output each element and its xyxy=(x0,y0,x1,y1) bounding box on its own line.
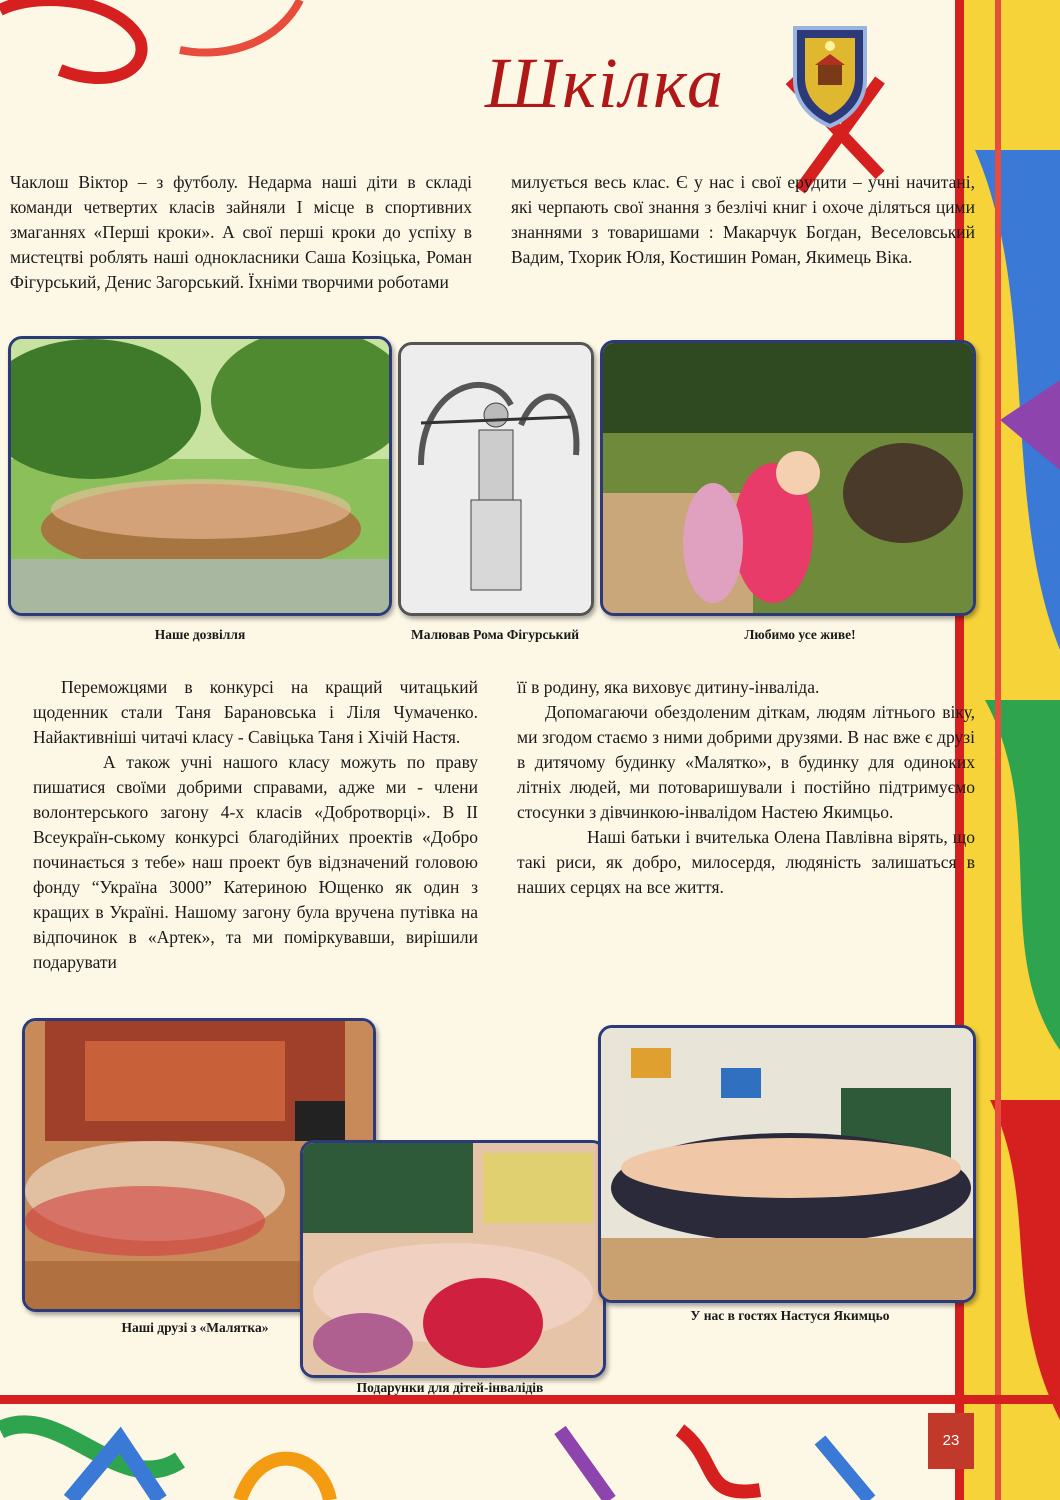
middle-left-p2: А також учні нашого класу можуть по праву пишатися своїми добрими справами, адже ми - члени волонтерського загону 4-х класів «Добротворці». В ІІ Всеукраїн-ському конкурсі благодійних проектів «Добро починається з тебе» наш проект був відзначений головою фонду “Україна 3000” Катериною Ющенко як один з кращих в Україні. Нашому загону була вручена путівка на відпочинок в «Артек», та ми поміркувавши, вирішили подарувати xyxy=(33,752,478,972)
top-right-column xyxy=(511,170,975,270)
caption-gifts: Подарунки для дітей-інвалідів xyxy=(356,1380,544,1395)
photo-drawing xyxy=(398,342,594,616)
caption-leisure: Наше дозвілля xyxy=(154,627,246,642)
caption-drawing: Малював Рома Фігурський xyxy=(410,627,580,642)
photo-animals xyxy=(600,340,976,616)
middle-left-column xyxy=(33,675,478,975)
caption-malyatko: Наші друзі з «Малятка» xyxy=(121,1320,269,1335)
middle-right-column xyxy=(517,675,975,900)
photo-leisure xyxy=(8,336,392,616)
middle-right-p3: Наші батьки і вчителька Олена Павлівна вірять, що такі риси, як добро, милосердя, людяність залишаться в наших серцях на все життя. xyxy=(517,827,975,897)
top-right-text: милується весь клас. Є у нас і свої ерудити – учні начитані, які черпають свої знання з безлічі книг і охоче діляться цими знаннями з товаришами : Макарчук Богдан, Веселовський Вадим, Тхорик Юля, Костишин Роман, Якимець Віка. xyxy=(511,172,975,267)
middle-left-p1: Переможцями в конкурсі на кращий читацький щоденник стали Таня Барановська і Ліля Чумаченко. Найактивніші читачі класу - Савіцька Таня і Хічій Настя. xyxy=(33,677,478,747)
photo-gifts xyxy=(300,1140,606,1378)
school-crest-icon xyxy=(785,20,875,130)
photo-guest xyxy=(598,1025,976,1303)
page-header xyxy=(455,20,885,150)
caption-guest: У нас в гостях Настуся Якимцьо xyxy=(690,1308,890,1323)
top-left-column xyxy=(10,170,472,295)
middle-right-p1: її в родину, яка виховує дитину-інваліда. xyxy=(517,677,820,697)
top-left-text: Чаклош Віктор – з футболу. Недарма наші діти в складі команди четвертих класів зайняли І місце в спортивних змаганнях «Перші кроки». А свої перші кроки до успіху в мистецтві роблять наші однокласники Саша Козіцька, Роман Фігурський, Денис Загорський. Їхніми творчими роботами xyxy=(10,172,472,292)
middle-right-p2: Допомагаючи обездоленим діткам, людям літнього віку, ми згодом стаємо з ними добрими друзями. В нас вже є друзі в дитячому будинку «Малятко», в будинку для одиноких літніх людей, ми потоваришували і постійно підтримуємо стосунки з дівчинкою-інвалідом Настею Якимцьо. xyxy=(517,702,975,822)
page-title: Шкілка xyxy=(485,43,726,123)
page-number: 23 xyxy=(928,1413,974,1469)
caption-animals: Любимо усе живе! xyxy=(744,627,856,642)
